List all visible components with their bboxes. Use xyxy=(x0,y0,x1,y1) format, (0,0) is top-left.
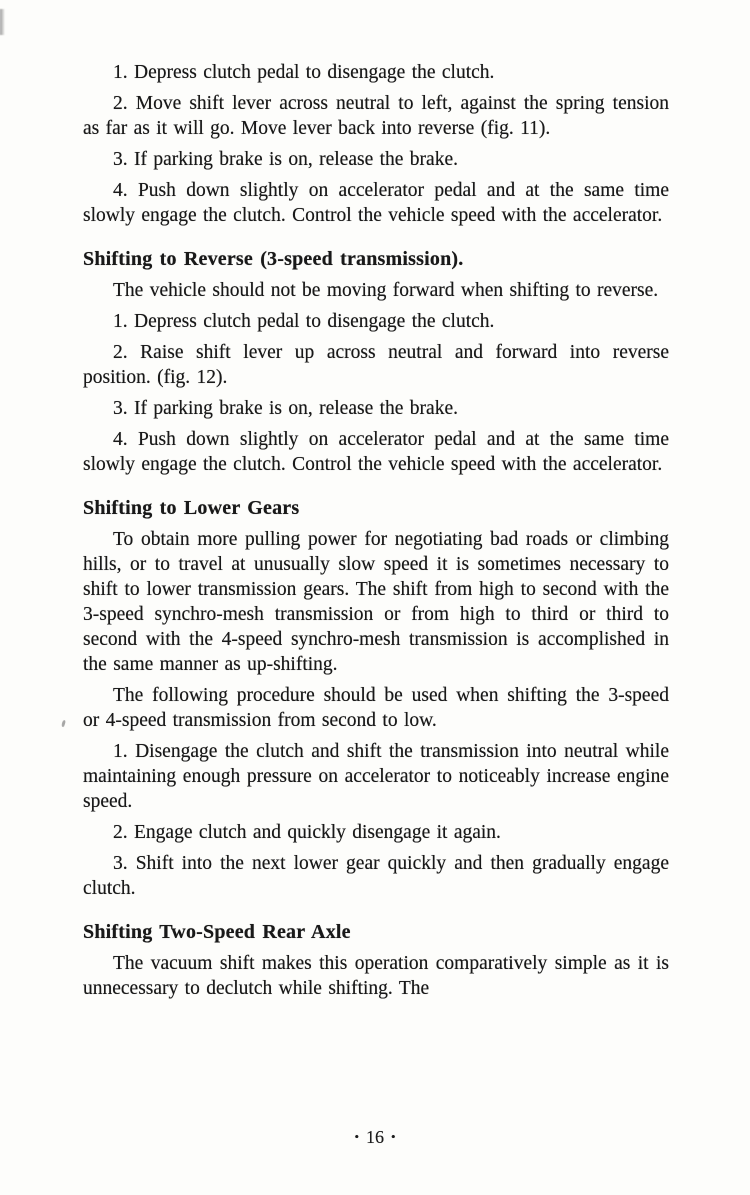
page-content xyxy=(83,60,669,1007)
numbered-item: 2. Engage clutch and quickly disengage it again. xyxy=(113,822,501,843)
numbered-item: 2. Move shift lever across neutral to left, against the spring tension as far as it will go. Move lever back into reverse (fig. 11). xyxy=(83,93,669,139)
numbered-item: 4. Push down slightly on accelerator pedal and at the same time slowly engage the clutch. Control the vehicle speed with the accelerator. xyxy=(83,180,669,226)
section-shifting-two-speed-rear-axle xyxy=(83,920,669,1001)
page-footer xyxy=(0,1126,750,1148)
intro-numbered-list xyxy=(83,60,669,228)
page-number: 16 xyxy=(366,1127,384,1147)
paragraph: The following procedure should be used when shifting the 3-speed or 4-speed transmission from second to low. xyxy=(83,685,669,731)
footer-bullet-right: • xyxy=(391,1129,396,1144)
numbered-item: 2. Raise shift lever up across neutral and forward into reverse position. (fig. 12). xyxy=(83,342,669,388)
paragraph: The vacuum shift makes this operation comparatively simple as it is unnecessary to declutch while shifting. The xyxy=(83,953,669,999)
numbered-item: 1. Depress clutch pedal to disengage the clutch. xyxy=(113,62,495,83)
section-heading: Shifting Two-Speed Rear Axle xyxy=(83,921,351,943)
paragraph: The vehicle should not be moving forward when shifting to reverse. xyxy=(113,280,659,301)
numbered-item: 3. Shift into the next lower gear quickly and then gradually engage clutch. xyxy=(83,853,669,899)
numbered-item: 1. Disengage the clutch and shift the transmission into neutral while maintaining enough pressure on accelerator to noticeably increase engine speed. xyxy=(83,741,669,812)
section-heading: Shifting to Lower Gears xyxy=(83,497,300,519)
numbered-item: 3. If parking brake is on, release the brake. xyxy=(113,149,458,170)
numbered-item: 1. Depress clutch pedal to disengage the clutch. xyxy=(113,311,495,332)
scan-artifact-smudge xyxy=(0,9,5,35)
scan-artifact-speck xyxy=(61,720,66,728)
section-heading: Shifting to Reverse (3-speed transmission). xyxy=(83,248,464,270)
paragraph: To obtain more pulling power for negotiating bad roads or climbing hills, or to travel at unusually slow speed it is sometimes necessary to shift to lower transmission gears. The shift from high to second with the 3-speed synchro-mesh transmission or from high to third or third to second with the 4-speed synchro-mesh transmission is accomplished in the same manner as up-shifting. xyxy=(83,529,669,675)
footer-bullet-left: • xyxy=(354,1129,359,1144)
section-shifting-to-reverse xyxy=(83,247,669,477)
numbered-item: 3. If parking brake is on, release the brake. xyxy=(113,398,458,419)
section-shifting-to-lower-gears xyxy=(83,496,669,901)
numbered-item: 4. Push down slightly on accelerator pedal and at the same time slowly engage the clutch. Control the vehicle speed with the accelerator. xyxy=(83,429,669,475)
